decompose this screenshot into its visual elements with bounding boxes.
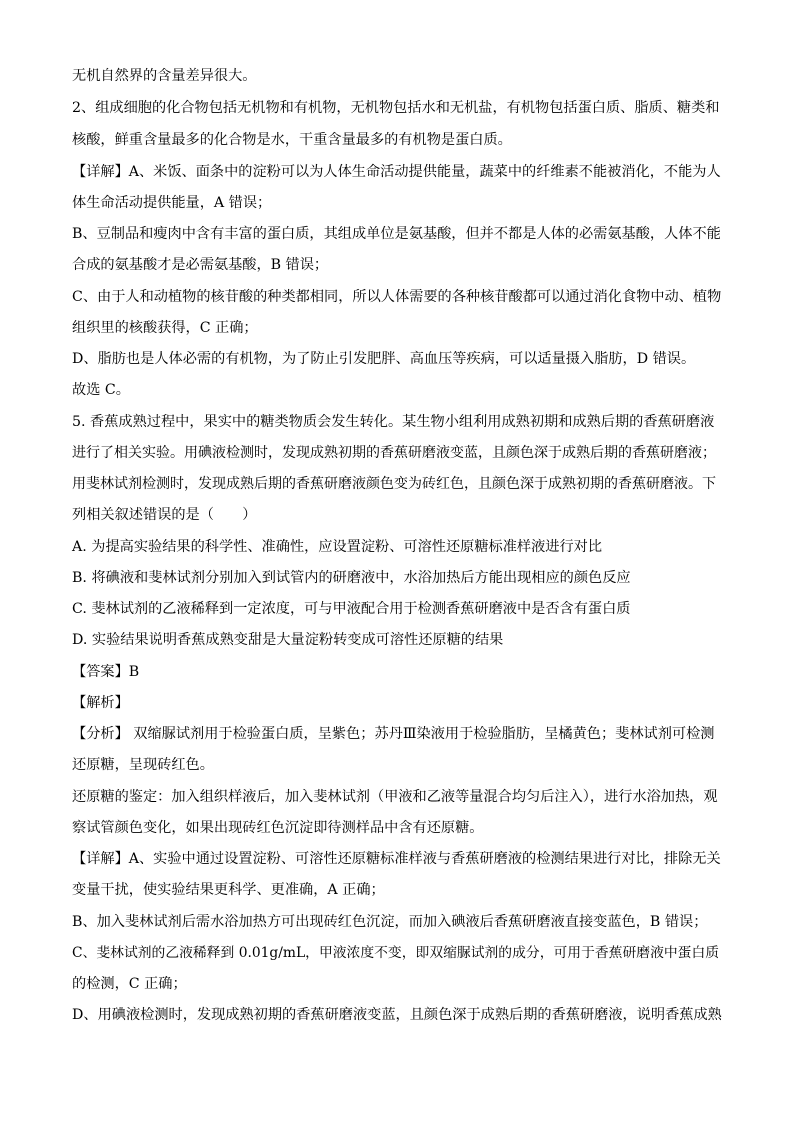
text-line: 变量干扰，使实验结果更科学、更准确，A 正确； <box>72 882 385 898</box>
answer-label: 【答案】B <box>72 664 140 680</box>
text-line: 核酸，鲜重含量最多的化合物是水，干重含量最多的有机物是蛋白质。 <box>72 132 512 148</box>
text-line: 合成的氨基酸才是必需氨基酸，B 错误； <box>72 257 329 273</box>
text-line: 察试管颜色变化，如果出现砖红色沉淀即待测样品中含有还原糖。 <box>72 820 484 836</box>
text-line: 还原糖，呈现砖红色。 <box>72 757 214 773</box>
option-a: A. 为提高实验结果的科学性、准确性，应设置淀粉、可溶性还原糖标准样液进行对比 <box>72 539 603 555</box>
text-line: 【详解】A、米饭、面条中的淀粉可以为人体生命活动提供能量，蔬菜中的纤维素不能被消化，不能为人 <box>72 164 721 180</box>
text-line: 的检测，C 正确； <box>72 976 187 992</box>
text-line: C、由于人和动植物的核苷酸的种类都相同，所以人体需要的各种核苷酸都可以通过消化食物中动、植物 <box>72 289 722 305</box>
text-line: 故选 C。 <box>72 382 130 398</box>
text-line: C、斐林试剂的乙液稀释到 0.01g/mL，甲液浓度不变，即双缩脲试剂的成分，可用于香蕉研磨液中蛋白质 <box>72 945 720 961</box>
text-line: B、豆制品和瘦肉中含有丰富的蛋白质，其组成单位是氨基酸，但并不都是人体的必需氨基酸，人体不能 <box>72 226 721 242</box>
text-line: B、加入斐林试剂后需水浴加热方可出现砖红色沉淀，而加入碘液后香蕉研磨液直接变蓝色，B 错误； <box>72 914 708 930</box>
text-line: D、脂肪也是人体必需的有机物，为了防止引发肥胖、高血压等疾病，可以适量摄入脂肪，D 错误。 <box>72 351 696 367</box>
text-line: 【详解】A、实验中通过设置淀粉、可溶性还原糖标准样液与香蕉研磨液的检测结果进行对比，排除无关 <box>72 851 721 867</box>
question-stem: 进行了相关实验。用碘液检测时，发现成熟初期的香蕉研磨液变蓝，且颜色深于成熟后期的香蕉研磨液； <box>72 445 716 461</box>
text-line: 2、组成细胞的化合物包括无机物和有机物，无机物包括水和无机盐，有机物包括蛋白质、脂质、糖类和 <box>72 100 720 116</box>
text-line: D、用碘液检测时，发现成熟初期的香蕉研磨液变蓝，且颜色深于成熟后期的香蕉研磨液，说明香蕉成熟 <box>72 1007 722 1023</box>
analysis-label: 【解析】 <box>72 695 129 711</box>
option-c: C. 斐林试剂的乙液稀释到一定浓度，可与甲液配合用于检测香蕉研磨液中是否含有蛋白质 <box>72 601 631 617</box>
text-line: 无机自然界的含量差异很大。 <box>72 68 257 84</box>
text-line: 【分析】 双缩脲试剂用于检验蛋白质，呈紫色；苏丹Ⅲ染液用于检验脂肪，呈橘黄色；斐林试剂可检测 <box>72 726 715 742</box>
text-line: 组织里的核酸获得，C 正确； <box>72 320 258 336</box>
option-b: B. 将碘液和斐林试剂分别加入到试管内的研磨液中，水浴加热后方能出现相应的颜色反应 <box>72 570 631 586</box>
question-stem: 用斐林试剂检测时，发现成熟后期的香蕉研磨液颜色变为砖红色，且颜色深于成熟初期的香蕉研磨液。下 <box>72 476 716 492</box>
question-stem: 列相关叙述错误的是（ ） <box>72 507 257 523</box>
text-line: 还原糖的鉴定：加入组织样液后，加入斐林试剂（甲液和乙液等量混合均匀后注入），进行水浴加热，观 <box>72 789 718 805</box>
text-line: 体生命活动提供能量，A 错误； <box>72 195 272 211</box>
option-d: D. 实验结果说明香蕉成熟变甜是大量淀粉转变成可溶性还原糖的结果 <box>72 632 504 648</box>
question-stem: 5. 香蕉成熟过程中，果实中的糖类物质会发生转化。某生物小组利用成熟初期和成熟后期的香蕉研磨液 <box>72 414 715 430</box>
